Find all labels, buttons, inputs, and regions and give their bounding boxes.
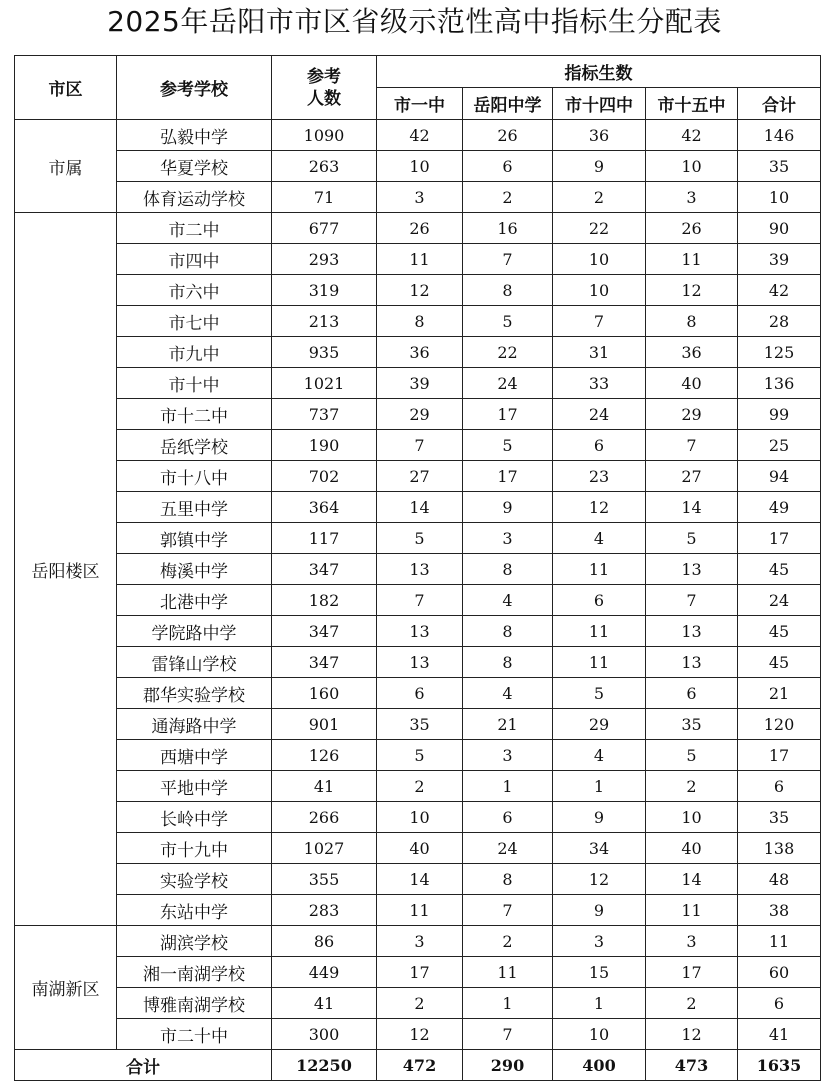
school-name: 西塘中学 [117, 740, 272, 771]
quota-value: 2 [377, 988, 463, 1019]
quota-value: 8 [463, 616, 553, 647]
school-name: 东站中学 [117, 895, 272, 926]
quota-value: 35 [646, 709, 738, 740]
quota-value: 36 [553, 120, 646, 151]
quota-value: 39 [377, 368, 463, 399]
total-quota: 1635 [738, 1050, 821, 1081]
quota-value: 13 [377, 554, 463, 585]
header-quota-col: 市一中 [377, 88, 463, 120]
quota-value: 10 [553, 1019, 646, 1050]
quota-value: 10 [646, 802, 738, 833]
quota-value: 27 [646, 461, 738, 492]
quota-value: 7 [377, 430, 463, 461]
exam-count: 1027 [272, 833, 377, 864]
quota-value: 5 [646, 523, 738, 554]
school-name: 岳纸学校 [117, 430, 272, 461]
quota-value: 7 [463, 244, 553, 275]
header-quota-col: 岳阳中学 [463, 88, 553, 120]
quota-value: 1 [553, 771, 646, 802]
table-row [15, 740, 821, 771]
quota-value: 4 [463, 678, 553, 709]
table-body [15, 120, 821, 1050]
table-row [15, 802, 821, 833]
school-name: 北港中学 [117, 585, 272, 616]
quota-value: 9 [553, 895, 646, 926]
quota-value: 120 [738, 709, 821, 740]
quota-value: 1 [463, 771, 553, 802]
quota-value: 6 [738, 988, 821, 1019]
district-cell: 岳阳楼区 [15, 213, 117, 926]
quota-value: 36 [377, 337, 463, 368]
table-row [15, 895, 821, 926]
quota-value: 15 [553, 957, 646, 988]
school-name: 梅溪中学 [117, 554, 272, 585]
quota-value: 10 [377, 802, 463, 833]
school-name: 市七中 [117, 306, 272, 337]
quota-value: 11 [646, 895, 738, 926]
page-title: 2025年岳阳市市区省级示范性高中指标生分配表 [107, 5, 722, 38]
table-row [15, 275, 821, 306]
quota-value: 13 [377, 647, 463, 678]
quota-value: 8 [463, 647, 553, 678]
quota-value: 49 [738, 492, 821, 523]
quota-value: 48 [738, 864, 821, 895]
school-name: 市十九中 [117, 833, 272, 864]
exam-count: 449 [272, 957, 377, 988]
school-name: 弘毅中学 [117, 120, 272, 151]
quota-value: 13 [377, 616, 463, 647]
quota-value: 60 [738, 957, 821, 988]
quota-value: 34 [553, 833, 646, 864]
quota-value: 11 [553, 647, 646, 678]
school-name: 五里中学 [117, 492, 272, 523]
quota-value: 1 [463, 988, 553, 1019]
quota-value: 24 [463, 833, 553, 864]
school-name: 雷锋山学校 [117, 647, 272, 678]
school-name: 郡华实验学校 [117, 678, 272, 709]
quota-value: 4 [553, 523, 646, 554]
exam-count: 347 [272, 554, 377, 585]
quota-value: 6 [553, 430, 646, 461]
quota-value: 21 [738, 678, 821, 709]
school-name: 通海路中学 [117, 709, 272, 740]
table-row [15, 709, 821, 740]
quota-value: 24 [463, 368, 553, 399]
quota-value: 146 [738, 120, 821, 151]
quota-value: 4 [463, 585, 553, 616]
quota-value: 2 [646, 771, 738, 802]
quota-value: 25 [738, 430, 821, 461]
quota-value: 10 [553, 275, 646, 306]
quota-value: 7 [646, 430, 738, 461]
quota-value: 17 [463, 399, 553, 430]
exam-count: 364 [272, 492, 377, 523]
header-quota-col: 合计 [738, 88, 821, 120]
quota-value: 35 [738, 151, 821, 182]
quota-value: 6 [463, 151, 553, 182]
quota-value: 13 [646, 647, 738, 678]
quota-value: 2 [553, 182, 646, 213]
quota-value: 5 [377, 740, 463, 771]
quota-value: 17 [738, 523, 821, 554]
school-name: 平地中学 [117, 771, 272, 802]
table-row [15, 864, 821, 895]
quota-value: 10 [553, 244, 646, 275]
school-name: 长岭中学 [117, 802, 272, 833]
school-name: 体育运动学校 [117, 182, 272, 213]
quota-value: 11 [377, 244, 463, 275]
quota-value: 2 [463, 926, 553, 957]
quota-value: 29 [646, 399, 738, 430]
quota-value: 8 [463, 275, 553, 306]
total-quota: 472 [377, 1050, 463, 1081]
quota-value: 29 [377, 399, 463, 430]
school-name: 市二十中 [117, 1019, 272, 1050]
quota-value: 2 [463, 182, 553, 213]
district-cell: 市属 [15, 120, 117, 213]
quota-value: 10 [646, 151, 738, 182]
table-row [15, 120, 821, 151]
exam-count: 41 [272, 771, 377, 802]
header-count [272, 56, 377, 120]
school-name: 市十中 [117, 368, 272, 399]
exam-count: 702 [272, 461, 377, 492]
school-name: 郭镇中学 [117, 523, 272, 554]
total-quota: 290 [463, 1050, 553, 1081]
exam-count: 213 [272, 306, 377, 337]
exam-count: 283 [272, 895, 377, 926]
table-row [15, 647, 821, 678]
quota-value: 24 [738, 585, 821, 616]
quota-value: 6 [377, 678, 463, 709]
quota-value: 7 [463, 1019, 553, 1050]
table-row [15, 151, 821, 182]
quota-value: 21 [463, 709, 553, 740]
quota-value: 6 [553, 585, 646, 616]
quota-value: 11 [463, 957, 553, 988]
total-row [15, 1050, 821, 1081]
quota-value: 3 [646, 926, 738, 957]
quota-value: 7 [463, 895, 553, 926]
table-row [15, 182, 821, 213]
table-row [15, 678, 821, 709]
quota-value: 8 [463, 554, 553, 585]
quota-value: 17 [463, 461, 553, 492]
quota-value: 40 [377, 833, 463, 864]
exam-count: 901 [272, 709, 377, 740]
quota-value: 3 [553, 926, 646, 957]
table-row [15, 306, 821, 337]
school-name: 市二中 [117, 213, 272, 244]
quota-value: 10 [377, 151, 463, 182]
quota-value: 11 [646, 244, 738, 275]
quota-value: 42 [646, 120, 738, 151]
quota-value: 13 [646, 554, 738, 585]
table-row [15, 430, 821, 461]
header-quota-group: 指标生数 [377, 56, 821, 88]
quota-value: 14 [377, 492, 463, 523]
table-row [15, 368, 821, 399]
total-quota: 473 [646, 1050, 738, 1081]
quota-value: 2 [646, 988, 738, 1019]
exam-count: 182 [272, 585, 377, 616]
header-count-line2: 人数 [307, 88, 341, 109]
table-row [15, 523, 821, 554]
quota-value: 12 [553, 492, 646, 523]
header-count-line1: 参考 [307, 66, 341, 87]
exam-count: 1021 [272, 368, 377, 399]
quota-value: 7 [377, 585, 463, 616]
exam-count: 266 [272, 802, 377, 833]
quota-value: 23 [553, 461, 646, 492]
quota-value: 12 [377, 275, 463, 306]
table-row [15, 554, 821, 585]
quota-value: 9 [553, 802, 646, 833]
quota-value: 16 [463, 213, 553, 244]
total-label: 合计 [15, 1050, 272, 1081]
quota-value: 3 [646, 182, 738, 213]
header-quota-col: 市十四中 [553, 88, 646, 120]
quota-value: 12 [553, 864, 646, 895]
table-header [15, 56, 821, 120]
header-quota-col: 市十五中 [646, 88, 738, 120]
quota-value: 17 [377, 957, 463, 988]
quota-value: 6 [738, 771, 821, 802]
quota-value: 11 [553, 554, 646, 585]
quota-value: 45 [738, 554, 821, 585]
quota-value: 31 [553, 337, 646, 368]
header-school: 参考学校 [117, 56, 272, 120]
quota-value: 8 [463, 864, 553, 895]
quota-value: 6 [463, 802, 553, 833]
quota-value: 1 [553, 988, 646, 1019]
quota-value: 22 [553, 213, 646, 244]
quota-value: 24 [553, 399, 646, 430]
table-row [15, 616, 821, 647]
quota-value: 35 [738, 802, 821, 833]
quota-value: 8 [646, 306, 738, 337]
school-name: 市十二中 [117, 399, 272, 430]
quota-value: 7 [553, 306, 646, 337]
quota-value: 26 [463, 120, 553, 151]
quota-value: 41 [738, 1019, 821, 1050]
quota-value: 40 [646, 368, 738, 399]
exam-count: 1090 [272, 120, 377, 151]
quota-value: 28 [738, 306, 821, 337]
quota-value: 42 [377, 120, 463, 151]
total-count: 12250 [272, 1050, 377, 1081]
quota-value: 45 [738, 616, 821, 647]
exam-count: 263 [272, 151, 377, 182]
quota-value: 136 [738, 368, 821, 399]
exam-count: 126 [272, 740, 377, 771]
quota-value: 12 [646, 275, 738, 306]
quota-value: 17 [646, 957, 738, 988]
quota-value: 12 [377, 1019, 463, 1050]
quota-value: 12 [646, 1019, 738, 1050]
quota-value: 99 [738, 399, 821, 430]
exam-count: 190 [272, 430, 377, 461]
quota-value: 40 [646, 833, 738, 864]
quota-value: 5 [553, 678, 646, 709]
quota-value: 138 [738, 833, 821, 864]
exam-count: 347 [272, 616, 377, 647]
quota-value: 17 [738, 740, 821, 771]
school-name: 华夏学校 [117, 151, 272, 182]
exam-count: 86 [272, 926, 377, 957]
exam-count: 319 [272, 275, 377, 306]
quota-value: 33 [553, 368, 646, 399]
quota-value: 35 [377, 709, 463, 740]
quota-value: 5 [646, 740, 738, 771]
quota-value: 5 [377, 523, 463, 554]
quota-value: 125 [738, 337, 821, 368]
quota-value: 90 [738, 213, 821, 244]
quota-value: 11 [738, 926, 821, 957]
quota-value: 2 [377, 771, 463, 802]
exam-count: 935 [272, 337, 377, 368]
table-row [15, 771, 821, 802]
header-district: 市区 [15, 56, 117, 120]
quota-value: 11 [553, 616, 646, 647]
quota-value: 14 [377, 864, 463, 895]
quota-value: 6 [646, 678, 738, 709]
quota-value: 11 [377, 895, 463, 926]
school-name: 市六中 [117, 275, 272, 306]
school-name: 市十八中 [117, 461, 272, 492]
exam-count: 41 [272, 988, 377, 1019]
quota-value: 26 [377, 213, 463, 244]
exam-count: 355 [272, 864, 377, 895]
exam-count: 293 [272, 244, 377, 275]
quota-value: 22 [463, 337, 553, 368]
table-row [15, 926, 821, 957]
quota-value: 3 [377, 926, 463, 957]
table-row [15, 585, 821, 616]
quota-value: 3 [463, 740, 553, 771]
quota-value: 45 [738, 647, 821, 678]
quota-value: 3 [377, 182, 463, 213]
exam-count: 737 [272, 399, 377, 430]
quota-value: 7 [646, 585, 738, 616]
quota-value: 4 [553, 740, 646, 771]
table-row [15, 244, 821, 275]
table-row [15, 1019, 821, 1050]
exam-count: 160 [272, 678, 377, 709]
exam-count: 117 [272, 523, 377, 554]
quota-value: 94 [738, 461, 821, 492]
quota-value: 5 [463, 430, 553, 461]
quota-value: 26 [646, 213, 738, 244]
school-name: 湘一南湖学校 [117, 957, 272, 988]
quota-value: 9 [463, 492, 553, 523]
allocation-table [14, 55, 821, 1081]
table-row [15, 988, 821, 1019]
quota-value: 10 [738, 182, 821, 213]
school-name: 实验学校 [117, 864, 272, 895]
table-row [15, 461, 821, 492]
table-footer [15, 1050, 821, 1081]
quota-value: 9 [553, 151, 646, 182]
table-row [15, 833, 821, 864]
quota-value: 29 [553, 709, 646, 740]
quota-value: 8 [377, 306, 463, 337]
school-name: 博雅南湖学校 [117, 988, 272, 1019]
table-row [15, 492, 821, 523]
table-row [15, 337, 821, 368]
quota-value: 14 [646, 864, 738, 895]
exam-count: 677 [272, 213, 377, 244]
total-quota: 400 [553, 1050, 646, 1081]
quota-value: 39 [738, 244, 821, 275]
quota-value: 13 [646, 616, 738, 647]
district-cell: 南湖新区 [15, 926, 117, 1050]
school-name: 学院路中学 [117, 616, 272, 647]
quota-value: 38 [738, 895, 821, 926]
table-row [15, 213, 821, 244]
table-row [15, 399, 821, 430]
school-name: 湖滨学校 [117, 926, 272, 957]
quota-value: 36 [646, 337, 738, 368]
quota-value: 27 [377, 461, 463, 492]
exam-count: 300 [272, 1019, 377, 1050]
exam-count: 71 [272, 182, 377, 213]
table-row [15, 957, 821, 988]
school-name: 市四中 [117, 244, 272, 275]
quota-value: 5 [463, 306, 553, 337]
exam-count: 347 [272, 647, 377, 678]
quota-value: 14 [646, 492, 738, 523]
quota-value: 42 [738, 275, 821, 306]
school-name: 市九中 [117, 337, 272, 368]
quota-value: 3 [463, 523, 553, 554]
